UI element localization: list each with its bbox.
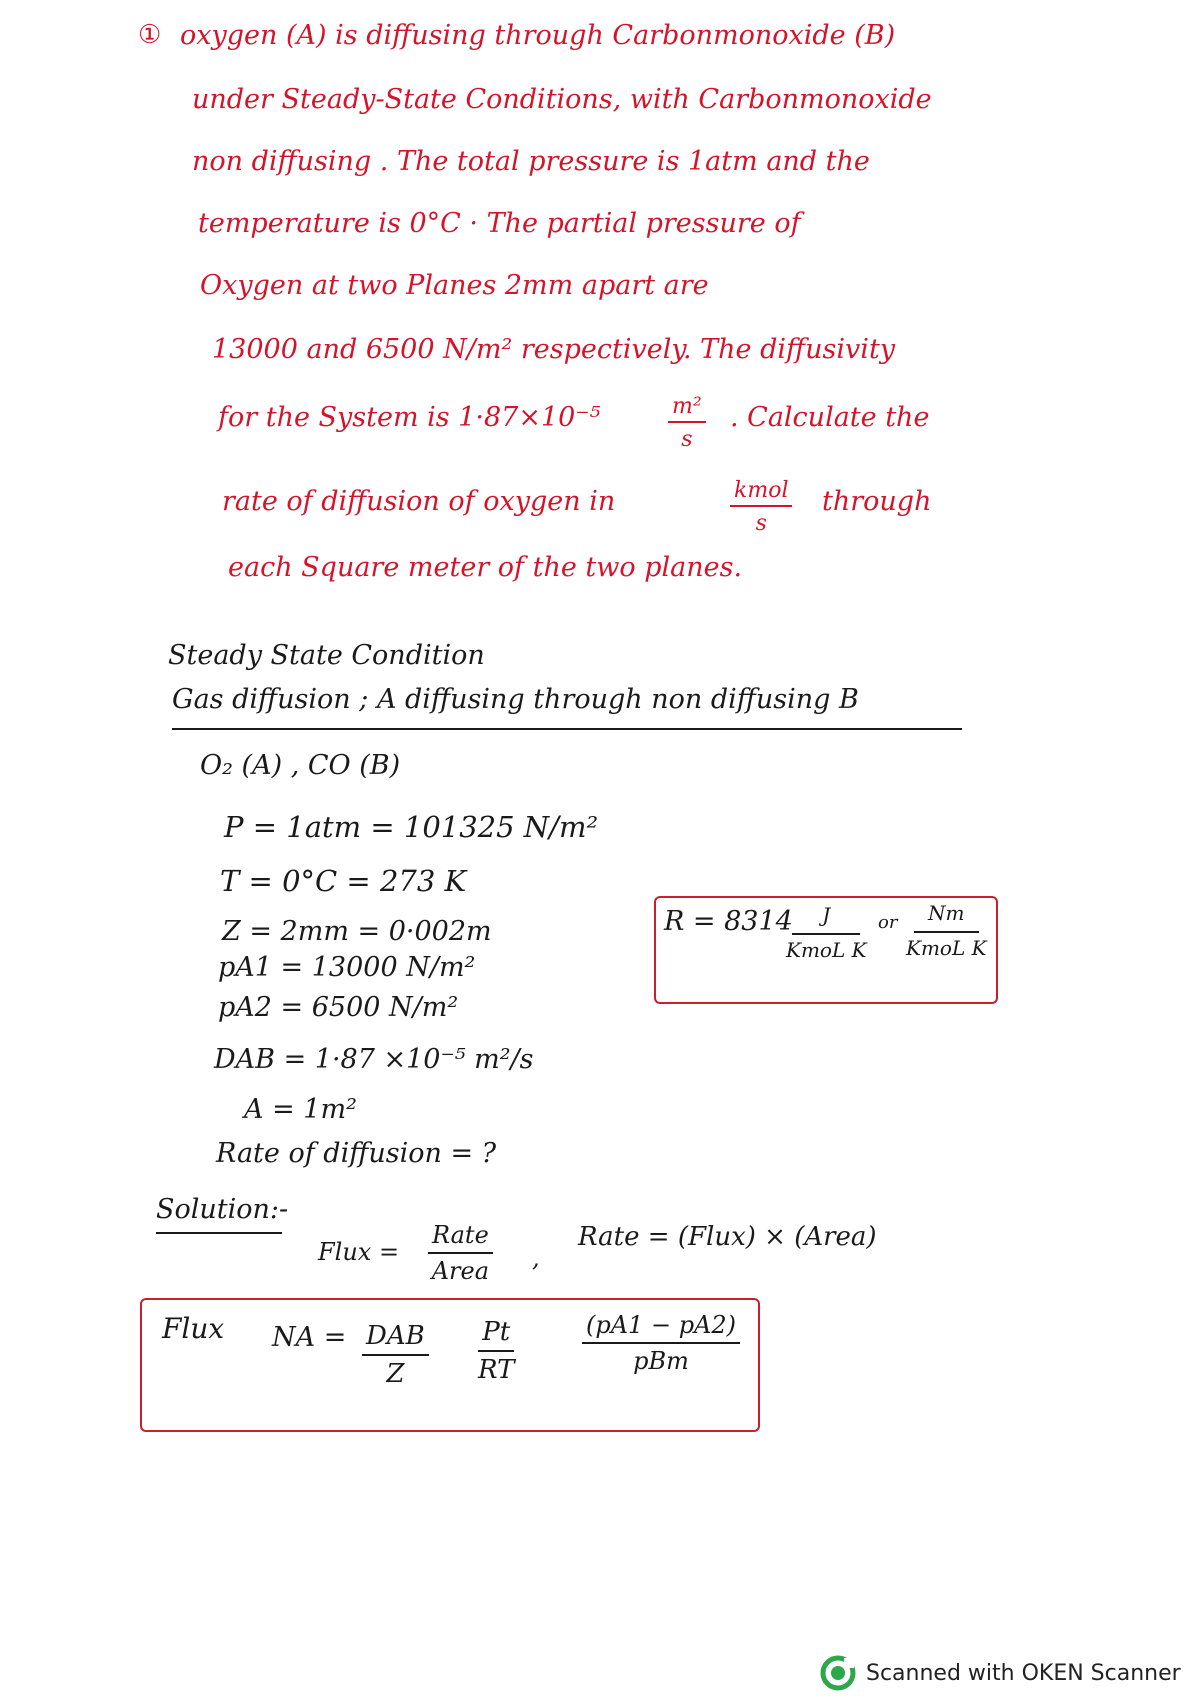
unit-denominator: KmoL K [786, 938, 867, 962]
unit-denominator: s [755, 511, 767, 537]
formula-term-dab-z [362, 1322, 429, 1390]
problem-line-8-suffix: through [822, 486, 932, 517]
formula-term-pt-rt [478, 1318, 514, 1386]
term-denominator: Z [386, 1358, 405, 1389]
problem-line-7-suffix: . Calculate the [730, 402, 930, 433]
gas-constant-unit-2 [906, 902, 987, 960]
heading-gas-diffusion: Gas diffusion ; A diffusing through non diffusing B [172, 684, 859, 715]
term-numerator: (pA1 − pA2) [582, 1312, 740, 1344]
unit-numerator: Nm [914, 902, 978, 933]
heading-steady-state: Steady State Condition [168, 640, 485, 671]
problem-line-8-prefix: rate of diffusion of oxygen in [222, 486, 616, 517]
problem-number: ① [138, 20, 162, 50]
given-dab: DAB = 1·87 ×10⁻⁵ m²/s [214, 1044, 534, 1075]
given-pressure: P = 1atm = 101325 N/m² [224, 810, 599, 844]
given-pa2: pA2 = 6500 N/m² [218, 992, 459, 1023]
given-rate: Rate of diffusion = ? [216, 1138, 497, 1169]
problem-line-3: non diffusing . The total pressure is 1atm and the [192, 146, 870, 177]
flux-label: Flux = [318, 1238, 400, 1266]
flux-numerator: Rate [428, 1222, 493, 1254]
species-line: O₂ (A) , CO (B) [200, 750, 401, 781]
scanner-watermark [820, 1655, 1181, 1691]
term-denominator: pBm [633, 1346, 689, 1375]
na-label: NA = [272, 1322, 347, 1353]
flux-box-label: Flux [162, 1312, 225, 1345]
problem-line-7-prefix: for the System is 1·87×10⁻⁵ [218, 402, 601, 433]
oken-scanner-logo-icon [820, 1655, 856, 1691]
solution-heading: Solution:- [156, 1194, 289, 1225]
problem-line-6: 13000 and 6500 N/m² respectively. The diffusivity [212, 334, 896, 365]
unit-numerator: kmol [730, 478, 792, 507]
unit-denominator: s [681, 427, 693, 453]
term-numerator: DAB [362, 1322, 429, 1356]
problem-line-5: Oxygen at two Planes 2mm apart are [200, 270, 709, 301]
formula-term-partial-pressures [582, 1312, 740, 1375]
term-denominator: RT [478, 1354, 515, 1385]
unit-numerator: J [792, 904, 860, 935]
given-temperature: T = 0°C = 273 K [220, 864, 467, 898]
given-pa1: pA1 = 13000 N/m² [218, 952, 476, 983]
gas-constant-unit-1 [786, 904, 867, 962]
solution-comma: , [532, 1244, 540, 1272]
flux-fraction [428, 1222, 493, 1285]
problem-line-1: oxygen (A) is diffusing through Carbonmonoxide (B) [180, 20, 896, 51]
problem-line-8-unit [730, 478, 792, 537]
problem-line-2: under Steady-State Conditions, with Carbonmonoxide [192, 84, 932, 115]
scanner-text: Scanned with OKEN Scanner [866, 1660, 1181, 1686]
problem-line-4: temperature is 0°C · The partial pressure of [198, 208, 801, 239]
unit-denominator: KmoL K [906, 936, 987, 960]
flux-denominator: Area [431, 1256, 490, 1285]
term-numerator: Pt [478, 1318, 514, 1352]
rate-equation: Rate = (Flux) × (Area) [578, 1222, 877, 1252]
given-z: Z = 2mm = 0·002m [222, 916, 492, 947]
problem-line-7-unit [668, 394, 706, 453]
gas-constant-or: or [878, 912, 898, 933]
heading-underline [172, 728, 962, 730]
problem-line-9: each Square meter of the two planes. [228, 552, 743, 583]
given-area: A = 1m² [244, 1094, 357, 1125]
solution-heading-underline [156, 1232, 282, 1234]
unit-numerator: m² [668, 394, 706, 423]
gas-constant-value: R = 8314 [664, 906, 793, 937]
